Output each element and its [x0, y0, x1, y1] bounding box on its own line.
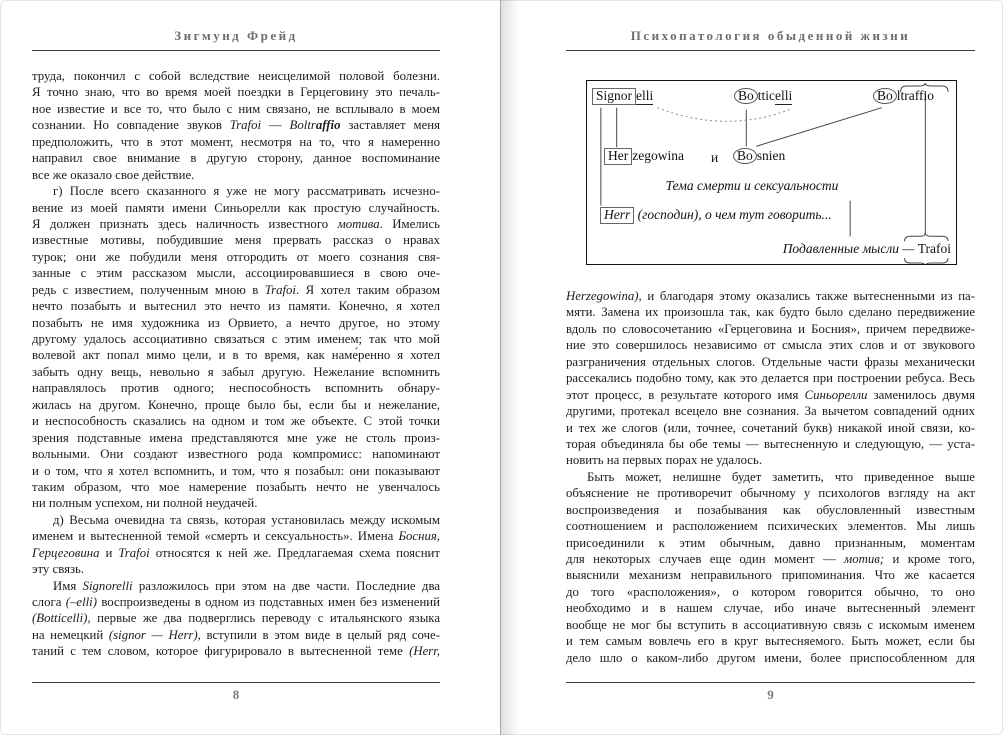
text-line: новить на первых порах не удалось.	[566, 453, 763, 468]
text-line: ное известие и все то, что было с ним связано, не всплывало в моем	[32, 101, 440, 116]
text-line: необходимо и в нашем случае, ибо иначе вытесненный элемент	[566, 601, 975, 616]
text-line: нечто позабыть и вытеснил это нечто из памяти. Конечно, я хотел	[32, 299, 440, 314]
right-header-rule	[566, 50, 975, 51]
text-line: направлялось против одного; неспособность вспомнить обнару-	[32, 381, 440, 396]
text-line: соотношением и расположением психических элементов. Мы лишь	[566, 519, 975, 534]
circled-bo-boltraffio: Bo	[873, 88, 897, 104]
text-line: Имя Signorelli разложилось при этом на две части. Последние два	[53, 578, 440, 593]
right-page	[502, 0, 1003, 735]
text-line: этот процесс, в результате которого имя Синьорелли заменилось двумя	[566, 387, 975, 402]
text-line: выяснили механизм неправильного припоминания. Что же касается	[566, 568, 975, 583]
right-footer-rule	[566, 682, 975, 683]
boxed-her: Her	[604, 148, 632, 165]
text-line: Герцеговина и Trafoi относятся к ней же. Предлагаемая схема пояснит	[32, 545, 440, 560]
text-line: зрения подставные имена представляются мне уже не столь произ-	[32, 430, 440, 445]
text-line: волевой акт попал мимо цели, и в то время, как наме́ренно я хотел	[32, 348, 440, 363]
boxed-signor: Signor	[592, 88, 636, 105]
text-line: мяти. Замена их произошла так, как будто было сделано передвижение	[566, 305, 975, 320]
suppressed-label: Подавленные мысли	[782, 241, 899, 256]
boltraffio-mid: l	[896, 88, 901, 103]
text-line: вдоль по словосочетанию «Герцеговина и Босния», причем передвиже-	[566, 321, 975, 336]
left-page-body	[32, 68, 440, 660]
diagram-word-signorelli	[592, 88, 653, 105]
left-header-rule	[32, 50, 440, 51]
text-line: Я точно знаю, что во время моей поездки в Герцеговину это печаль-	[32, 85, 440, 100]
text-line: предположить, что в этот момент, несмотря на то, что я намеренно	[32, 134, 440, 149]
diagram-word-boltraffio	[873, 88, 934, 104]
herr-gloss: (господин), о чем тут говорить...	[637, 207, 832, 222]
text-line: сознании. Но совпадение звуков Trafoi — Boltraffio заставляет меня	[32, 118, 440, 133]
underlined-elli-1: elli	[636, 88, 654, 103]
text-line: Я должен признать здесь наличность известного мотива. Имелись	[32, 216, 440, 231]
right-running-head: Психопатология обыденной жизни	[630, 28, 911, 43]
text-line: именем и вытесненной темой «смерть и сексуальность». Имена Босния,	[32, 529, 440, 544]
text-line: и о том, что я хотел вспомнить, и том, что я позабыл: они показывают	[32, 463, 440, 478]
dotted-arc-elli-elli	[657, 108, 792, 122]
connector-boltraffio-bosnien	[756, 108, 882, 147]
text-line: эту связь.	[32, 562, 85, 577]
right-page-number: 9	[767, 687, 774, 702]
text-line: вообще не мог бы вступить в ассоциативную связь с искомым именем	[566, 617, 975, 632]
dash: —	[902, 241, 915, 256]
botticelli-mid: ttic	[757, 88, 776, 103]
text-line: и тех же слогов (или, точнее, сочетаний букв) никакой иной связи, ко-	[566, 420, 975, 435]
text-line: вение из моей памяти имени Синьорелли как простую случайность.	[32, 200, 440, 215]
text-line: воспроизведения и позабывания как обусловленный известным	[566, 502, 975, 517]
left-page-number: 8	[232, 687, 240, 702]
overbrace-trafoi	[905, 232, 949, 241]
text-line: позабыть не имя художника из Орвието, а нечто другое, но этому	[32, 315, 440, 330]
text-line: Быть может, нелишне будет заметить, что приведенное выше	[587, 469, 975, 484]
bosnien-rest: snien	[756, 148, 786, 163]
text-line: слога (–elli) воспроизведены в одном из подставных имен без изменений	[32, 595, 440, 609]
text-line: Herzegowina), и благодаря этому оказались также вытесненными из па-	[566, 289, 975, 303]
left-page	[0, 0, 501, 735]
left-running-head: Зигмунд Фрейд	[174, 28, 298, 43]
diagram-word-herzegowina	[604, 148, 684, 165]
braced-trafoi: Trafoi	[917, 241, 951, 256]
text-line: до того «расположения», о котором говорится обычно, то оно	[566, 584, 975, 599]
text-line: направил свое внимание в другую сторону, данное воспоминание	[32, 151, 440, 166]
text-line: таний с тем словом, которое фигурировало в вытесненной теме (Herr,	[32, 644, 440, 659]
text-line: другому удалось ассоциативно связаться с этим именем; так что мой	[32, 332, 440, 346]
text-line: и неспособность сказались на одном и том же объекте. С этой точки	[32, 414, 440, 429]
text-line: другими, протекал всецело вне сознания. За вычетом совпадений одних	[566, 404, 975, 419]
text-line: труда, покончил с собой вследствие неисцелимой половой болезни.	[32, 69, 440, 83]
text-line: рассекались подобно тому, как это делается при построении ребуса. Весь	[566, 371, 975, 386]
braced-traffio: traffio	[900, 88, 935, 103]
text-line: все же оказало свое действие.	[32, 167, 195, 182]
right-page-body	[566, 288, 975, 666]
text-line: жилась на другом. Конечно, проще было бы, если бы и нежелание,	[32, 397, 440, 412]
circled-bo-bosnien: Bo	[733, 148, 757, 164]
text-line: занные с этим рассказом мысли, ассоциировавшиеся в свою оче-	[32, 266, 440, 281]
text-line: забыть одну вещь, невольно я забыл другую. Нежелание вспомнить	[32, 364, 440, 379]
text-line: д) Весьма очевидна та связь, которая установилась между искомым	[53, 512, 440, 527]
text-line: вольными. Они создают известного рода компромисс: напоминают	[32, 447, 440, 462]
boxed-herr: Herr	[600, 207, 634, 224]
text-line: присоединили к этим обычным, давно признанным, моментам	[566, 535, 975, 550]
text-line: турок; они же побудили меня отгородить от моего сознания свя-	[32, 249, 440, 264]
underlined-elli-2: elli	[775, 88, 793, 103]
diagram-suppressed-row	[783, 241, 951, 257]
text-line: редь с известием, полученным мною в Trafoi. Я хотел таким образом	[32, 282, 440, 297]
diagram-theme-label: Тема смерти и сексуальности	[665, 178, 839, 193]
text-line: на немецкий (signor — Herr), вступили в этом виде в целый ряд соче-	[32, 627, 440, 642]
diagram-herr-row	[600, 207, 832, 224]
text-line: и тем самым вовлечь его в круг вытесняемого. Быть может, если бы	[566, 634, 975, 649]
text-line: для некоторых случаев еще один момент — мотив; и кроме того,	[566, 552, 975, 566]
left-footer-rule	[32, 682, 440, 683]
diagram-word-botticelli	[734, 88, 792, 104]
diagram-conjunction: и	[711, 150, 719, 165]
diagram-word-bosnien	[733, 148, 785, 164]
text-line: известные мотивы, побудившие меня прервать рассказ о нравах	[32, 233, 440, 248]
herzegowina-rest: zegowina	[632, 148, 684, 163]
text-line: таким образом, что мое намерение позабыть нечто не увенчалось	[32, 479, 440, 494]
signorelli-diagram	[586, 80, 957, 265]
text-line: (Botticelli), первые же два подверглись переводу с итальянского языка	[32, 611, 440, 626]
text-line: ние это совершилось независимо от смысла этих слов и от звукового	[566, 338, 975, 353]
text-line: г) После всего сказанного я уже не могу рассматривать исчезно-	[53, 184, 440, 199]
text-line: разграничения отдельных слогов. Отдельные части фразы механически	[566, 354, 975, 369]
circled-bo-botticelli: Bo	[734, 88, 758, 104]
text-line: торая объединяла бы обе темы — вытесненную и следующую, — уста-	[566, 436, 975, 451]
text-line: объяснение не противоречит обычному у психологов взгляду на акт	[566, 486, 975, 501]
diagram-connector-lines	[587, 81, 956, 264]
underbrace-trafoi	[905, 258, 949, 264]
text-line: дело шло о каком-либо другом имени, более приспособленном для	[566, 650, 975, 665]
text-line: ни полным успехом, ни полной неудачей.	[32, 496, 258, 511]
